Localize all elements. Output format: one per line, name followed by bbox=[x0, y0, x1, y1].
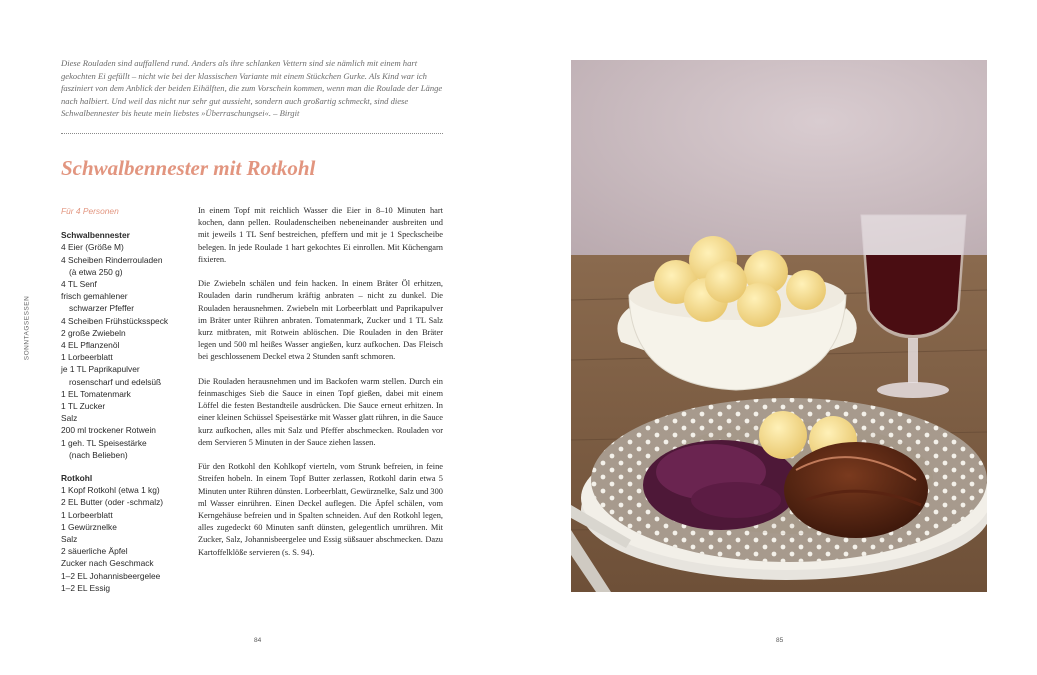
ingredient-item: Salz bbox=[61, 413, 78, 424]
section-side-label bbox=[21, 296, 33, 360]
ingredient-item: schwarzer Pfeffer bbox=[69, 303, 135, 314]
ingredient-group-title: Rotkohl bbox=[61, 473, 93, 484]
ingredient-item: Zucker nach Geschmack bbox=[61, 558, 154, 569]
ingredient-item: 1 Gewürznelke bbox=[61, 521, 117, 532]
ingredient-item: 1–2 EL Johannisbeergelee bbox=[61, 570, 161, 581]
ingredient-item: 4 Scheiben Rinderrouladen bbox=[61, 254, 163, 265]
ingredient-item: 2 EL Butter (oder -schmalz) bbox=[61, 497, 164, 508]
instruction-paragraph: Für den Rotkohl den Kohlkopf vierteln, vom Strunk befreien, in feine Streifen hobeln. In einem Topf Butter zerlassen, Rotkohl darin etwa 5 Minuten unter Rühren dünsten. Lorbeerblatt, Gewürznelke, Salz und 300 ml Wasser einrühren. Einen Deckel auflegen. Die Äpfel schälen, vom Kerngehäuse befreien und in Spalten schneiden. Auf den Rotkohl legen, alles zugedeckt 60 Minuten sanft dünsten, gelegentlich umrühren. Mit Zucker, Salz, Johannisbeergelee und Essig süßsauer abschmecken. Dazu Kartoffelklöße servieren (s. S. 94). bbox=[198, 462, 443, 557]
servings-label: Für 4 Personen bbox=[61, 206, 119, 216]
ingredient-list bbox=[61, 241, 191, 461]
ingredient-item: rosenscharf und edelsüß bbox=[69, 376, 162, 387]
ingredient-item: 2 große Zwiebeln bbox=[61, 327, 126, 338]
ingredient-item: 4 TL Senf bbox=[61, 279, 97, 289]
ingredient-item: je 1 TL Paprikapulver bbox=[61, 364, 140, 375]
ingredient-item: frisch gemahlener bbox=[61, 291, 128, 302]
ingredient-item: 200 ml trockener Rotwein bbox=[61, 425, 156, 436]
ingredient-item: 1 geh. TL Speisestärke bbox=[61, 437, 147, 448]
ingredient-item: 4 EL Pflanzenöl bbox=[61, 340, 120, 351]
dish-photo bbox=[571, 60, 987, 592]
ingredient-list bbox=[61, 484, 191, 594]
ingredients-column bbox=[61, 205, 191, 605]
ingredient-item: 1 Lorbeerblatt bbox=[61, 352, 113, 363]
ingredient-item: (à etwa 250 g) bbox=[69, 266, 123, 277]
ingredient-item: 2 säuerliche Äpfel bbox=[61, 546, 128, 557]
ingredient-item: 4 Scheiben Frühstücksspeck bbox=[61, 315, 169, 326]
page-number-left: 84 bbox=[254, 637, 262, 644]
ingredient-item: 1 EL Tomatenmark bbox=[61, 388, 131, 399]
dumpling-on-plate bbox=[759, 411, 807, 459]
instruction-paragraph: In einem Topf mit reichlich Wasser die Eier in 8–10 Minuten hart kochen, dann pellen. Rouladenscheiben nebeneinander ausbreiten und mit jeweils 1 TL Senf bestreichen, pfeffern und mit je 1 Speckscheibe belegen. In jede Roulade 1 hart gekochtes Ei einrollen. Mit Küchengarn fixieren. bbox=[198, 206, 443, 264]
ingredient-item: (nach Belieben) bbox=[69, 449, 128, 460]
ingredient-groups bbox=[61, 229, 191, 594]
intro-text: Diese Rouladen sind auffallend rund. Anders als ihre schlanken Vettern sind sie nämlich mit einem hart gekochten Ei gefüllt – nicht wie bei der klassischen Variante mit einem Stückchen Gurke. Als Kind war ich fasziniert von dem Anblick der beiden Eihälften, die zum Vorschein kommen, wenn man die Roulade der Länge nach halbiert. Und weil das nicht nur sehr gut aussieht, sondern auch großartig schmeckt, sind diese Schwalbennester bis heute mein liebstes »Überraschungsei«. – Birgit bbox=[61, 58, 443, 119]
instructions-column bbox=[198, 205, 443, 571]
ingredient-item: 1 Lorbeerblatt bbox=[61, 509, 113, 520]
ingredient-item: Salz bbox=[61, 534, 78, 545]
dish-photo-illustration bbox=[571, 60, 987, 592]
side-label-text: SONNTAGSESSEN bbox=[23, 295, 31, 361]
roulade bbox=[784, 442, 928, 538]
ingredient-group-title: Schwalbennester bbox=[61, 230, 130, 241]
recipe-title: Schwalbennester mit Rotkohl bbox=[61, 156, 316, 180]
ingredient-item: 1 Kopf Rotkohl (etwa 1 kg) bbox=[61, 485, 160, 496]
dotted-divider bbox=[61, 133, 443, 134]
instruction-paragraph: Die Zwiebeln schälen und fein hacken. In einem Bräter Öl erhitzen, Rouladen darin rundherum kräftig anbraten – nicht zu dunkel. Die Rouladen herausnehmen. Zwiebeln mit Lorbeerblatt und Paprikapulver im Bräter unter Rühren anbraten. Tomatenmark, Zucker und 1 TL Salz kurz mitbraten, mit Rotwein ablöschen. Die Rouladen in den Bräter legen und 500 ml heißes Wasser angießen, kurz aufkochen. Das Fleisch bei geschlossenem Deckel etwa 2 Stunden sanft schmoren. bbox=[198, 279, 443, 362]
ingredient-item: 1–2 EL Essig bbox=[61, 582, 111, 593]
ingredient-item: 1 TL Zucker bbox=[61, 401, 106, 412]
page-number-right: 85 bbox=[776, 637, 784, 644]
instruction-paragraph: Die Rouladen herausnehmen und im Backofen warm stellen. Durch ein feinmaschiges Sieb die Sauce in einen Topf gießen, dabei mit einem Löffel die festen Bestandteile ausdrücken. Die Sauce erneut erhitzen. In einer kleinen Schüssel Speisestärke mit Wasser glatt rühren, in die Sauce kurz aufkochen, alles mit Salz und Pfeffer abschmecken. Rouladen vor dem Servieren 5 Minuten in der Sauce ziehen lassen. bbox=[198, 376, 443, 447]
ingredient-item: 4 Eier (Größe M) bbox=[61, 242, 124, 253]
